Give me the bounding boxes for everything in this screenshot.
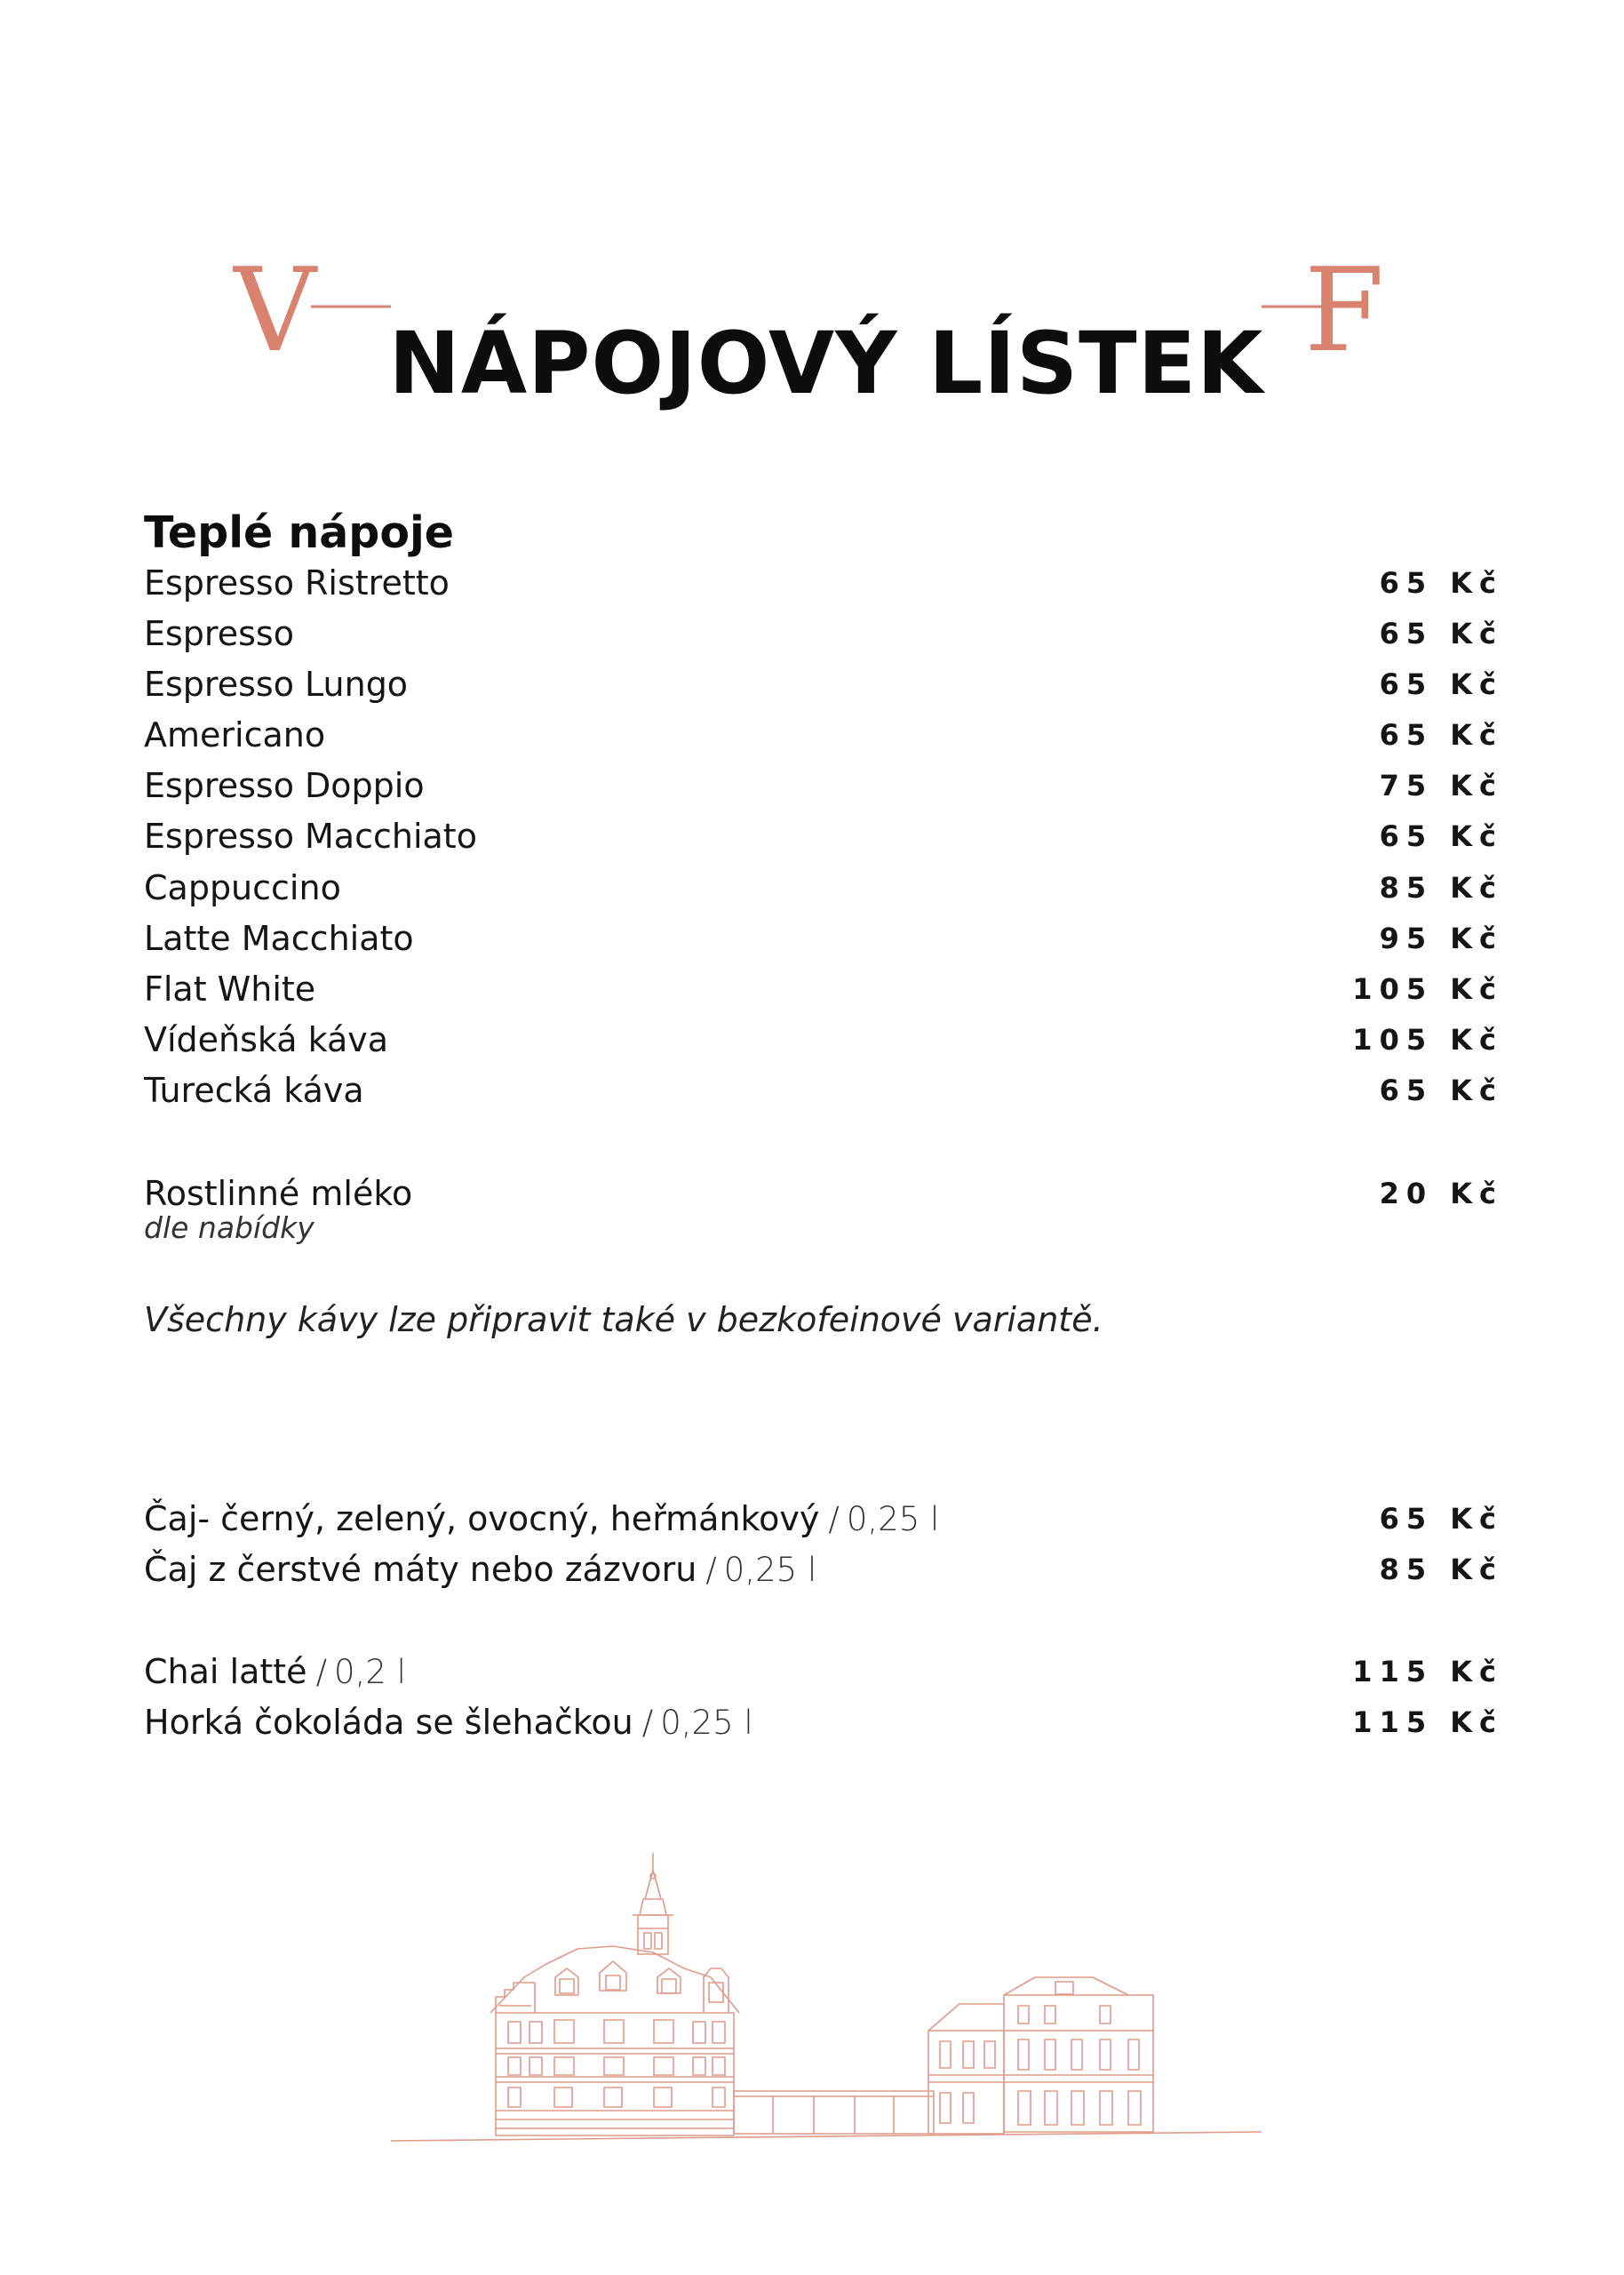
menu-item xyxy=(144,1646,1503,1697)
menu-item xyxy=(144,1014,1503,1066)
item-name: Rostlinné mléko xyxy=(144,1174,413,1213)
item-price: 65 Kč xyxy=(1379,566,1503,600)
item-name: Espresso Macchiato xyxy=(144,817,477,856)
item-price: 65 Kč xyxy=(1379,667,1503,701)
item-price: 105 Kč xyxy=(1352,972,1503,1006)
item-price: 65 Kč xyxy=(1379,1074,1503,1107)
menu-item xyxy=(144,963,1503,1015)
menu-item xyxy=(144,810,1503,862)
menu-item xyxy=(144,608,1503,659)
item-name: Espresso Ristretto xyxy=(144,563,450,603)
menu-item xyxy=(144,1696,1503,1748)
item-price: 65 Kč xyxy=(1379,718,1503,752)
monogram-f-icon xyxy=(1262,251,1436,363)
page-title: NÁPOJOVÝ LÍSTEK xyxy=(388,314,1264,414)
item-name: Cappuccino xyxy=(144,868,341,907)
section-title: Teplé nápoje xyxy=(144,507,455,558)
item-label xyxy=(144,1652,406,1691)
menu-item xyxy=(144,1065,1503,1116)
item-name: Turecká káva xyxy=(144,1071,364,1110)
item-price: 65 Kč xyxy=(1379,819,1503,853)
monogram-right-letter: F xyxy=(1304,251,1385,363)
menu-item xyxy=(144,557,1503,609)
menu-item xyxy=(144,1544,1503,1595)
menu-item xyxy=(144,659,1503,710)
item-name: Espresso Lungo xyxy=(144,665,409,704)
item-price: 85 Kč xyxy=(1379,871,1503,905)
item-price: 75 Kč xyxy=(1379,769,1503,802)
slash-separator: / xyxy=(705,1551,717,1589)
slash-separator: / xyxy=(641,1704,654,1742)
item-label xyxy=(144,1703,753,1742)
item-name: Espresso Doppio xyxy=(144,766,425,805)
menu-item xyxy=(144,913,1503,964)
menu-item xyxy=(144,862,1503,914)
monogram-left-letter: V xyxy=(233,251,316,363)
item-name: Horká čokoláda se šlehačkou xyxy=(144,1703,633,1742)
item-price: 95 Kč xyxy=(1379,922,1503,955)
item-name: Espresso xyxy=(144,614,294,653)
item-price: 65 Kč xyxy=(1379,617,1503,651)
item-label xyxy=(144,1499,939,1538)
item-name: Čaj- černý, zelený, ovocný, heřmánkový xyxy=(144,1499,820,1538)
item-price: 115 Kč xyxy=(1352,1655,1503,1688)
slash-separator: / xyxy=(828,1500,840,1538)
menu-item xyxy=(144,709,1503,761)
building-line-drawing-icon xyxy=(391,1844,1262,2146)
item-name: Latte Macchiato xyxy=(144,919,414,958)
item-price: 105 Kč xyxy=(1352,1023,1503,1057)
plant-milk-note: dle nabídky xyxy=(144,1210,314,1245)
item-name: Vídeňská káva xyxy=(144,1020,389,1059)
item-name: Flat White xyxy=(144,970,316,1009)
item-name: Chai latté xyxy=(144,1652,307,1691)
decaf-note: Všechny kávy lze připravit také v bezkofeinové variantě. xyxy=(144,1300,1103,1339)
item-label xyxy=(144,1550,816,1589)
item-size: 0,25 l xyxy=(660,1704,753,1742)
item-size: 0,2 l xyxy=(334,1653,406,1691)
slash-separator: / xyxy=(315,1653,328,1691)
item-size: 0,25 l xyxy=(723,1551,817,1589)
menu-item xyxy=(144,760,1503,811)
item-name: Americano xyxy=(144,715,326,754)
plant-milk-item xyxy=(144,1168,1503,1219)
item-size: 0,25 l xyxy=(846,1500,940,1538)
item-name: Čaj z čerstvé máty nebo zázvoru xyxy=(144,1550,697,1589)
monogram-v-icon xyxy=(233,251,393,363)
item-price: 20 Kč xyxy=(1379,1177,1503,1210)
menu-item xyxy=(144,1493,1503,1545)
item-price: 115 Kč xyxy=(1352,1705,1503,1739)
item-price: 85 Kč xyxy=(1379,1553,1503,1586)
item-price: 65 Kč xyxy=(1379,1502,1503,1536)
